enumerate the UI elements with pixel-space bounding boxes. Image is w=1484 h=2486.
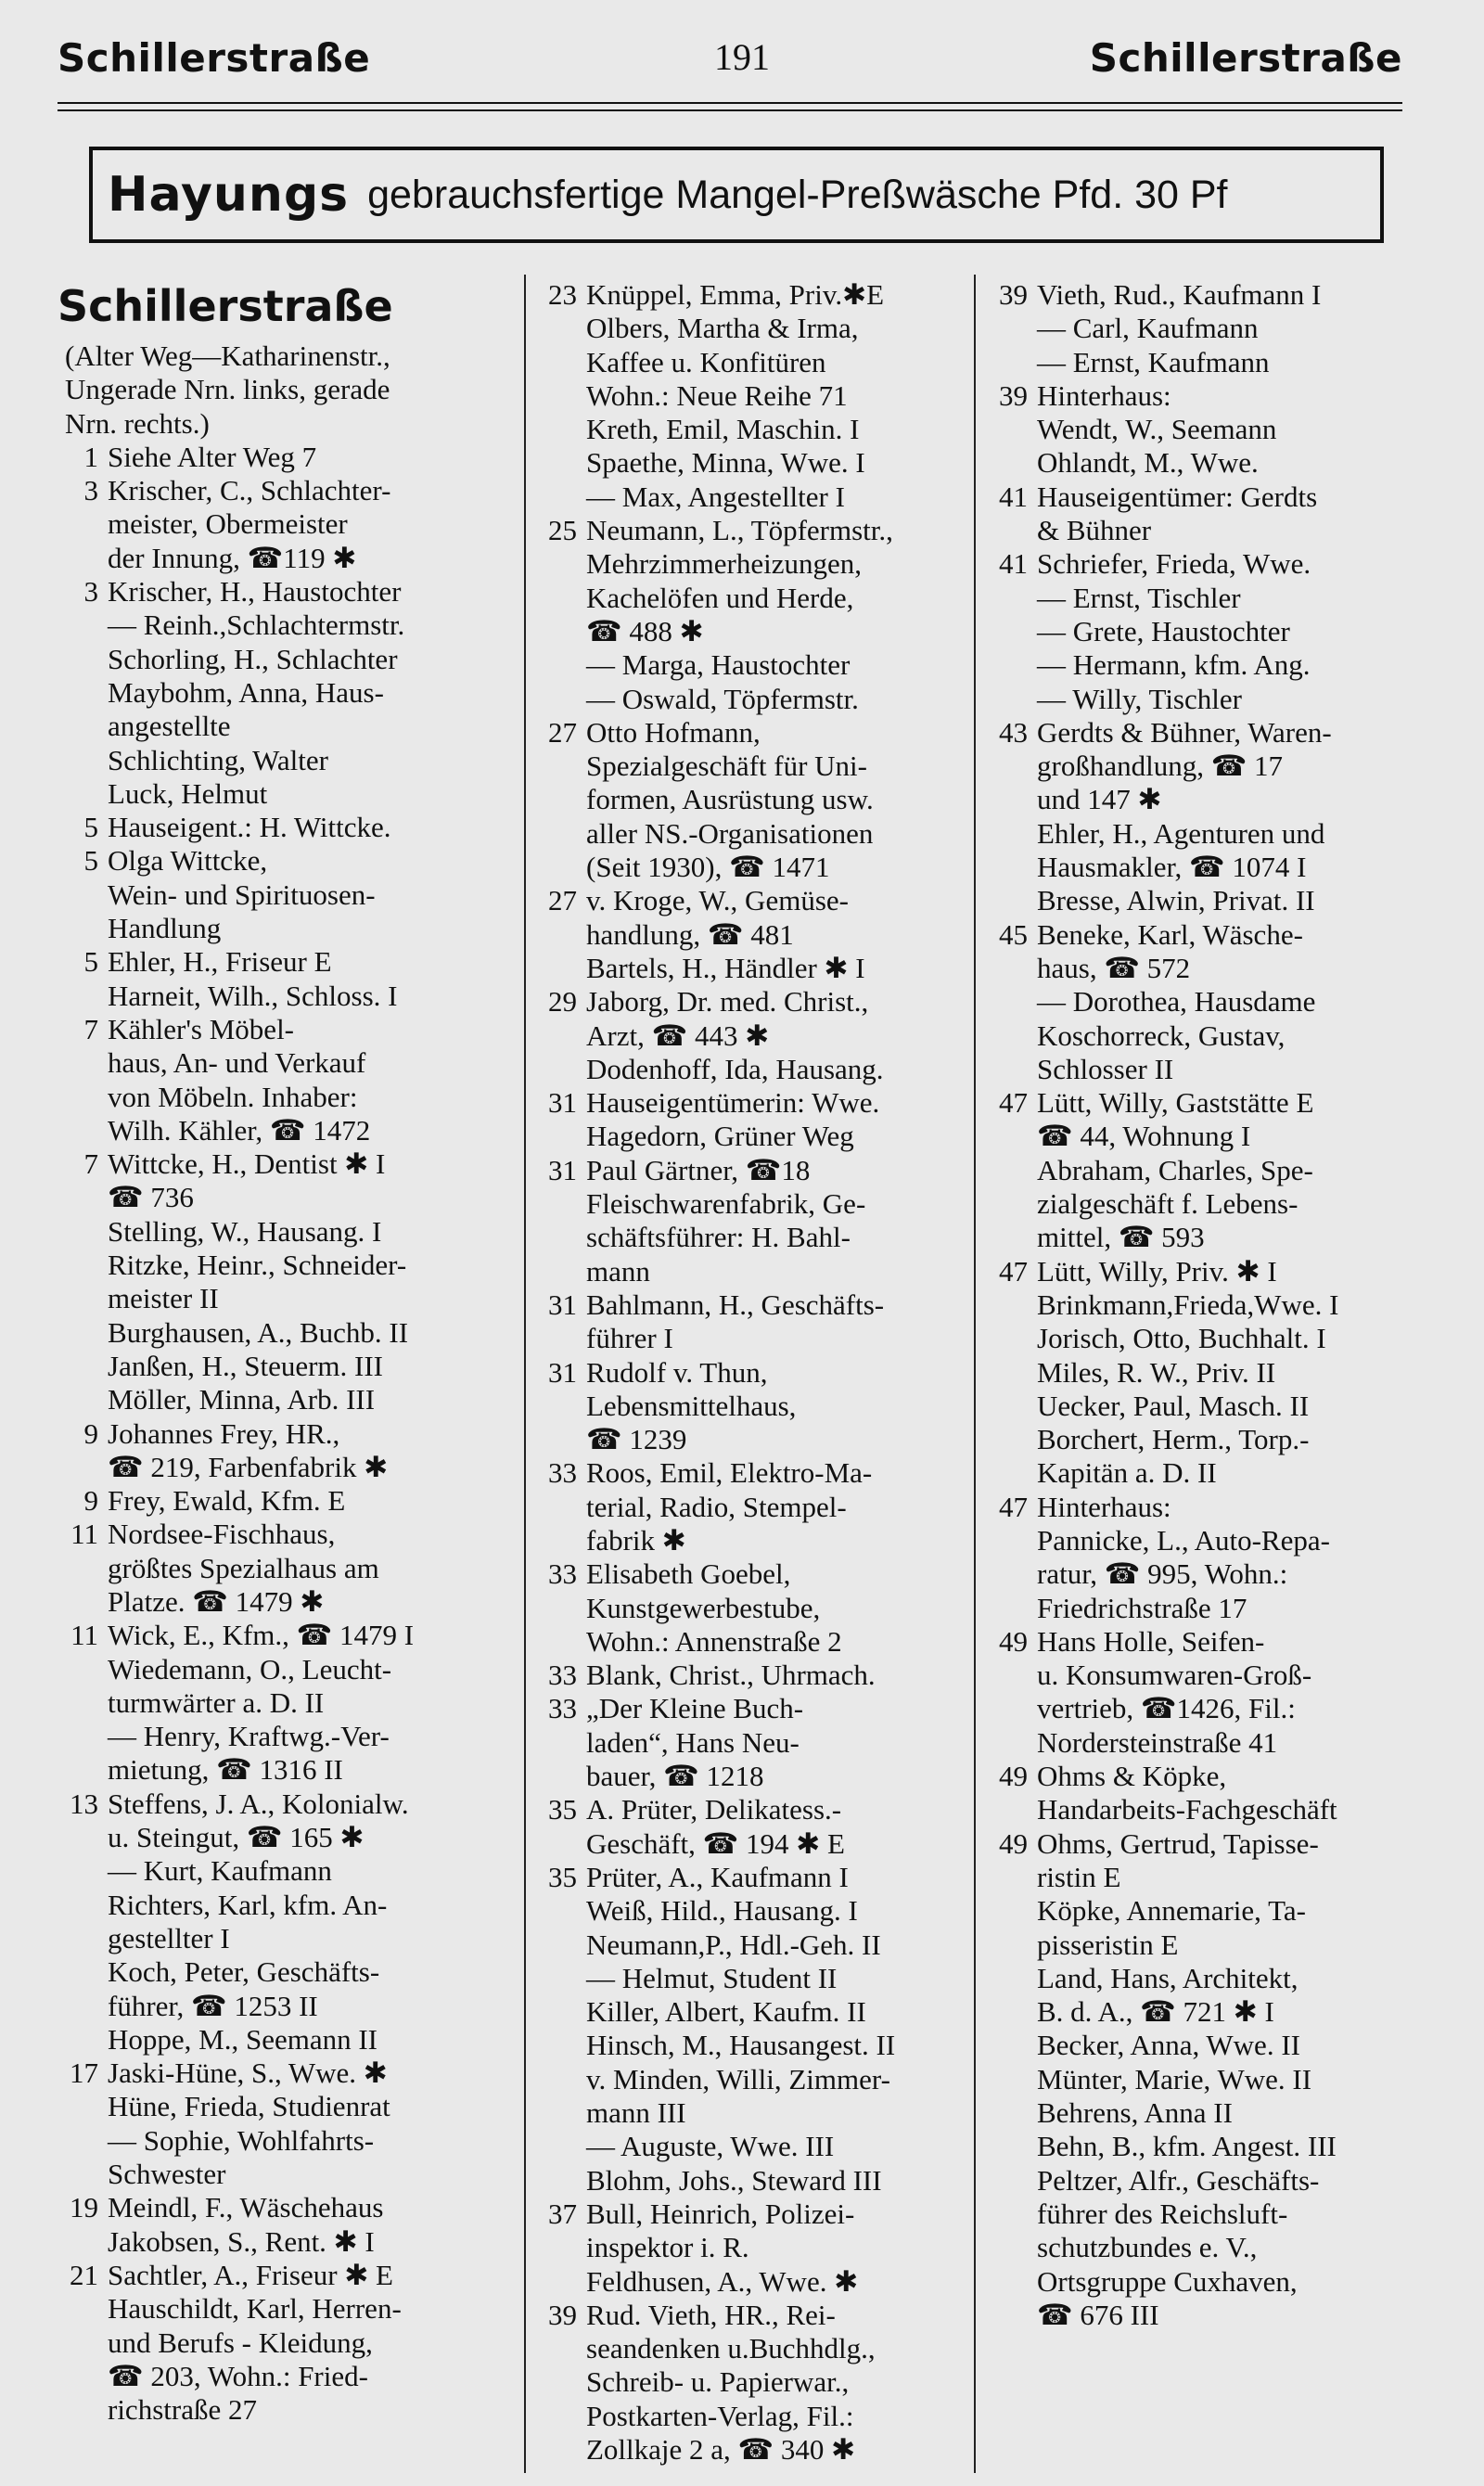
house-number: 47: [999, 1086, 1028, 1120]
entry-text: Wittcke, H., Dentist ✱ I ☎ 736 Stelling, W., Hausang. I Ritzke, Heinr., Schneider- meister II Burghausen, A., Buchb. II Janßen, H., Steuerm. III Möller, Minna, Arb. III: [108, 1147, 409, 1416]
entry-text: Bahlmann, H., Geschäfts- führer I: [586, 1288, 885, 1355]
house-number: 27: [548, 884, 577, 917]
directory-entry: [987, 1760, 1414, 1827]
directory-entry: [987, 379, 1414, 481]
column-divider-1: [524, 275, 526, 2473]
entry-text: Schriefer, Frieda, Wwe. — Ernst, Tischler — Grete, Haustochter — Hermann, kfm. Ang. — Willy, Tischler: [1037, 547, 1311, 715]
column-1: [58, 278, 512, 2473]
directory-entry: [536, 278, 953, 514]
directory-entry: [536, 1557, 953, 1659]
directory-entry: [987, 918, 1414, 1086]
directory-entry: [987, 1625, 1414, 1760]
directory-entry: [987, 547, 1414, 715]
house-number: 43: [999, 715, 1028, 749]
entry-text: Hans Holle, Seifen- u. Konsumwaren-Groß- vertrieb, ☎1426, Fil.: Nordersteinstraße 41: [1037, 1624, 1312, 1759]
directory-entry: [58, 2191, 512, 2259]
entry-text: Ehler, H., Friseur E Harneit, Wilh., Schloss. I: [108, 945, 398, 1012]
entry-text: Nordsee-Fischhaus, größtes Spezialhaus am Platze. ☎ 1479 ✱: [108, 1518, 379, 1618]
entry-text: Jaski-Hüne, S., Wwe. ✱ Hüne, Frieda, Studienrat — Sophie, Wohlfahrts- Schwester: [108, 2057, 390, 2191]
entry-text: Kähler's Möbel- haus, An- und Verkauf von Möbeln. Inhaber: Wilh. Kähler, ☎ 1472: [108, 1012, 371, 1147]
entry-text: Wick, E., Kfm., ☎ 1479 I Wiedemann, O., Leucht- turmwärter a. D. II — Henry, Kraftwg.-Ver- mietung, ☎ 1316 II: [108, 1619, 415, 1787]
entry-text: Ohms, Gertrud, Tapisse- ristin E Köpke, Annemarie, Ta- pisseristin E Land, Hans, Architekt, B. d. A., ☎ 721 ✱ I Becker, Anna, Wwe. II Münter, Marie, Wwe. II Behrens, Anna II Behn, B., kfm. Angest. III Peltzer, Alfr., Geschäfts- führer des Reichsluft- schutzbundes e. V., Ortsgruppe Cuxhaven, ☎ 676 III: [1037, 1826, 1337, 2331]
entry-text: Prüter, A., Kaufmann I Weiß, Hild., Hausang. I Neumann,P., Hdl.-Geh. II — Helmut, Student II Killer, Albert, Kaufm. II Hinsch, M., Hausangest. II v. Minden, Willi, Zimmer- mann III — Auguste, Wwe. III Blohm, Johs., Steward III: [586, 1860, 896, 2197]
house-number: 33: [548, 1557, 577, 1591]
directory-entry: [536, 1861, 953, 2198]
directory-entry: [987, 716, 1414, 918]
house-number: 45: [999, 917, 1028, 951]
house-number: 11: [70, 1619, 98, 1652]
house-number: 9: [83, 1416, 98, 1450]
entry-text: Hinterhaus: Pannicke, L., Auto-Repa- ratur, ☎ 995, Wohn.: Friedrichstraße 17: [1037, 1490, 1330, 1624]
directory-entry: [536, 985, 953, 1086]
running-head-left: Schillerstraße: [58, 35, 371, 81]
column-divider-2: [974, 275, 976, 2473]
house-number: 25: [548, 514, 577, 547]
column-2: [536, 278, 953, 2473]
directory-entry: [536, 1356, 953, 1457]
house-number: 11: [70, 1518, 98, 1551]
entry-text: Krischer, C., Schlachter- meister, Obermeister der Innung, ☎119 ✱: [108, 474, 391, 574]
entry-text: Lütt, Willy, Priv. ✱ I Brinkmann,Frieda,Wwe. I Jorisch, Otto, Buchhalt. I Miles, R. W., Priv. II Uecker, Paul, Masch. II Borchert, Herm., Torp.- Kapitän a. D. II: [1037, 1254, 1339, 1490]
directory-entry: [987, 1086, 1414, 1254]
house-number: 33: [548, 1692, 577, 1725]
house-number: 5: [83, 811, 98, 844]
entry-text: Rud. Vieth, HR., Rei- seandenken u.Buchhdlg., Schreib- u. Papierwar., Postkarten-Verlag, Fil.: Zollkaje 2 a, ☎ 340 ✱: [586, 2298, 876, 2466]
directory-entry: [536, 1456, 953, 1557]
house-number: 23: [548, 278, 577, 311]
directory-entry: [536, 1086, 953, 1154]
directory-entry: [58, 2259, 512, 2427]
entry-text: Hinterhaus: Wendt, W., Seemann Ohlandt, M., Wwe.: [1037, 378, 1277, 480]
directory-entry: [536, 2198, 953, 2299]
entry-text: Vieth, Rud., Kaufmann I — Carl, Kaufmann — Ernst, Kaufmann: [1037, 278, 1322, 378]
street-note: (Alter Weg—Katharinenstr., Ungerade Nrn. links, gerade Nrn. rechts.): [65, 340, 390, 440]
house-number: 31: [548, 1288, 577, 1321]
house-number: 5: [83, 945, 98, 979]
house-number: 39: [999, 278, 1028, 311]
entry-text: Olga Wittcke, Wein- und Spirituosen- Handlung: [108, 844, 376, 945]
house-number: 31: [548, 1086, 577, 1120]
directory-entry: [536, 1154, 953, 1288]
page-number: 191: [714, 36, 770, 78]
house-number: 31: [548, 1153, 577, 1186]
directory-entry: [58, 2057, 512, 2191]
entry-text: A. Prüter, Delikatess.- Geschäft, ☎ 194 ✱ E: [586, 1793, 845, 1860]
entry-text: Otto Hofmann, Spezialgeschäft für Uni- formen, Ausrüstung usw. aller NS.-Organisationen (Seit 1930), ☎ 1471: [586, 715, 874, 884]
house-number: 29: [548, 985, 577, 1019]
entry-text: Lütt, Willy, Gaststätte E ☎ 44, Wohnung I Abraham, Charles, Spe- zialgeschäft f. Lebens- mittel, ☎ 593: [1037, 1086, 1314, 1254]
entry-text: Beneke, Karl, Wäsche- haus, ☎ 572 — Dorothea, Hausdame Koschorreck, Gustav, Schlosser II: [1037, 917, 1316, 1085]
house-number: 3: [83, 575, 98, 609]
entry-text: „Der Kleine Buch- laden“, Hans Neu- bauer, ☎ 1218: [586, 1692, 804, 1793]
entry-text: v. Kroge, W., Gemüse- handlung, ☎ 481 Bartels, H., Händler ✱ I: [586, 884, 865, 984]
house-number: 33: [548, 1659, 577, 1692]
house-number: 7: [83, 1012, 98, 1045]
entry-text: Hauseigentümer: Gerdts & Bühner: [1037, 480, 1318, 547]
entry-text: Bull, Heinrich, Polizei- inspektor i. R. Feldhusen, A., Wwe. ✱: [586, 2197, 859, 2298]
entry-text: Rudolf v. Thun, Lebensmittelhaus, ☎ 1239: [586, 1355, 797, 1456]
header-rule-bottom: [58, 109, 1402, 111]
directory-entry: [58, 1013, 512, 1147]
directory-entry: [58, 441, 512, 474]
house-number: 21: [70, 2258, 98, 2291]
house-number: 37: [548, 2197, 577, 2230]
house-number: 3: [83, 474, 98, 507]
house-number: 49: [999, 1760, 1028, 1793]
advertisement-box: [89, 147, 1384, 243]
directory-entry: [58, 1788, 512, 2057]
house-number: 1: [83, 440, 98, 473]
house-number: 13: [70, 1787, 98, 1820]
entry-text: Gerdts & Bühner, Waren- großhandlung, ☎ 17 und 147 ✱ Ehler, H., Agenturen und Hausmakler, ☎ 1074 I Bresse, Alwin, Privat. II: [1037, 715, 1332, 917]
directory-entry: [987, 1255, 1414, 1491]
entry-text: Neumann, L., Töpfermstr., Mehrzimmerheizungen, Kachelöfen und Herde, ☎ 488 ✱ — Marga, Haustochter — Oswald, Töpfermstr.: [586, 514, 893, 715]
house-number: 33: [548, 1456, 577, 1490]
directory-entry: [58, 1518, 512, 1619]
ad-text: gebrauchsfertige Mangel-Preßwäsche Pfd. 30 Pf: [367, 172, 1228, 217]
entry-text: Krischer, H., Haustochter — Reinh.,Schlachtermstr. Schorling, H., Schlachter Maybohm, Anna, Haus- angestellte Schlichting, Walter Luck, Helmut: [108, 575, 405, 810]
running-head-right: Schillerstraße: [1089, 35, 1402, 81]
entry-text: Sachtler, A., Friseur ✱ E Hauschildt, Karl, Herren- und Berufs - Kleidung, ☎ 203, Wohn.: Fried- richstraße 27: [108, 2258, 402, 2427]
directory-entry: [58, 1147, 512, 1416]
directory-entry: [536, 1659, 953, 1692]
directory-entry: [58, 1484, 512, 1518]
entry-text: Knüppel, Emma, Priv.✱E Olbers, Martha & Irma, Kaffee u. Konfitüren Wohn.: Neue Reihe 71 Kreth, Emil, Maschin. I Spaethe, Minna, Wwe. I — Max, Angestellter I: [586, 278, 885, 513]
directory-entry: [58, 1417, 512, 1485]
house-number: 39: [999, 378, 1028, 412]
house-number: 27: [548, 715, 577, 749]
directory-entry: [987, 1827, 1414, 2332]
entry-text: Elisabeth Goebel, Kunstgewerbestube, Wohn.: Annenstraße 2: [586, 1557, 842, 1658]
entry-text: Hauseigent.: H. Wittcke.: [108, 811, 391, 844]
directory-entry: [536, 884, 953, 985]
directory-entry: [58, 811, 512, 844]
directory-entry: [536, 514, 953, 716]
directory-entry: [536, 2299, 953, 2467]
house-number: 5: [83, 844, 98, 878]
entry-text: Blank, Christ., Uhrmach.: [586, 1659, 876, 1692]
header-rule-top: [58, 102, 1402, 104]
directory-entry: [58, 1619, 512, 1787]
entry-text: Johannes Frey, HR., ☎ 219, Farbenfabrik ✱: [108, 1416, 389, 1483]
house-number: 41: [999, 547, 1028, 581]
house-number: 35: [548, 1860, 577, 1893]
directory-entry: [987, 481, 1414, 548]
entry-text: Meindl, F., Wäschehaus Jakobsen, S., Rent. ✱ I: [108, 2191, 384, 2258]
house-number: 35: [548, 1793, 577, 1826]
house-number: 19: [70, 2191, 98, 2224]
ad-brand: Hayungs: [108, 167, 350, 223]
entry-text: Jaborg, Dr. med. Christ., Arzt, ☎ 443 ✱ Dodenhoff, Ida, Hausang.: [586, 985, 884, 1085]
house-number: 47: [999, 1490, 1028, 1523]
entry-text: Siehe Alter Weg 7: [108, 440, 317, 473]
directory-entry: [58, 474, 512, 575]
directory-entry: [536, 716, 953, 884]
directory-entry: [58, 575, 512, 811]
entry-text: Hauseigentümerin: Wwe. Hagedorn, Grüner Weg: [586, 1086, 880, 1153]
entry-text: Roos, Emil, Elektro-Ma- terial, Radio, Stempel- fabrik ✱: [586, 1456, 873, 1557]
house-number: 49: [999, 1624, 1028, 1658]
entry-text: Paul Gärtner, ☎18 Fleischwarenfabrik, Ge- schäftsführer: H. Bahl- mann: [586, 1153, 866, 1288]
entry-text: Steffens, J. A., Kolonialw. u. Steingut, ☎ 165 ✱ — Kurt, Kaufmann Richters, Karl, kfm. An- gestellter I Koch, Peter, Geschäfts- führer, ☎ 1253 II Hoppe, M., Seemann II: [108, 1787, 409, 2056]
house-number: 17: [70, 2057, 98, 2090]
house-number: 39: [548, 2298, 577, 2331]
street-title: Schillerstraße: [58, 281, 393, 331]
directory-entry: [987, 278, 1414, 379]
directory-entry: [536, 1288, 953, 1356]
house-number: 47: [999, 1254, 1028, 1288]
column-3: [987, 278, 1414, 2473]
entry-text: Frey, Ewald, Kfm. E: [108, 1484, 346, 1518]
directory-entry: [58, 945, 512, 1013]
house-number: 49: [999, 1826, 1028, 1860]
directory-entry: [987, 1491, 1414, 1625]
house-number: 7: [83, 1147, 98, 1181]
entry-text: Ohms & Köpke, Handarbeits-Fachgeschäft: [1037, 1760, 1337, 1826]
directory-entry: [58, 844, 512, 945]
house-number: 41: [999, 480, 1028, 513]
house-number: 9: [83, 1484, 98, 1518]
house-number: 31: [548, 1355, 577, 1389]
directory-entry: [536, 1793, 953, 1861]
directory-entry: [536, 1692, 953, 1793]
